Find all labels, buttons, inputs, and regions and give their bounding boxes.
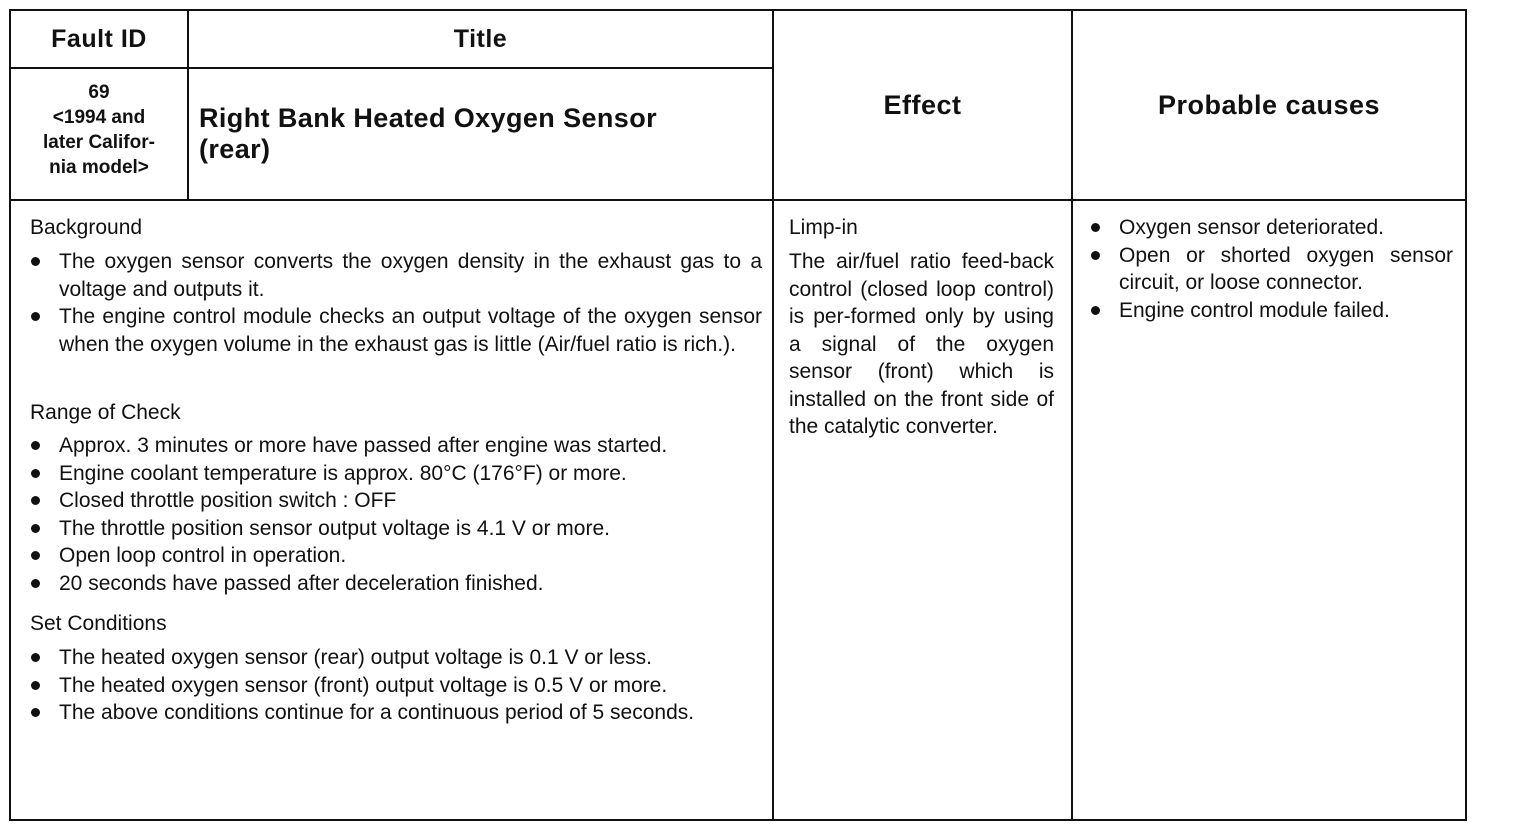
background-heading: Background [30,216,143,239]
effect-description: The air/fuel ratio feed-back control (closed loop control) is per-formed only by using a signal of the oxygen sensor (front) which is installed on the front side of the catalytic converter. [789,250,1054,438]
header-effect: Effect [883,89,962,120]
range-of-check-item: The throttle position sensor output voltage is 4.1 V or more. [28,515,762,543]
range-of-check-item: Engine coolant temperature is approx. 80°C (176°F) or more. [28,460,762,488]
range-of-check-item: Open loop control in operation. [28,542,762,570]
probable-cause-item: Open or shorted oxygen sensor circuit, or loose connector. [1088,242,1453,297]
range-of-check-list [28,432,762,597]
set-conditions-list [28,644,762,727]
header-title: Title [453,24,508,53]
divider-header-body [9,199,1467,201]
effect-heading: Limp-in [789,216,858,239]
set-conditions-item: The heated oxygen sensor (rear) output voltage is 0.1 V or less. [28,644,762,672]
fault-id-qualifier-3: nia model> [49,157,149,178]
header-probable-causes: Probable causes [1157,89,1381,120]
fault-id-qualifier-1: <1994 and [52,107,146,128]
probable-causes-list [1088,214,1453,324]
set-conditions-item: The above conditions continue for a continuous period of 5 seconds. [28,699,762,727]
range-of-check-item: 20 seconds have passed after deceleration finished. [28,570,762,598]
fault-id-number: 69 [88,82,110,103]
header-fault-id: Fault ID [51,24,147,53]
probable-cause-item: Oxygen sensor deteriorated. [1088,214,1453,242]
range-of-check-item: Closed throttle position switch : OFF [28,487,762,515]
fault-title [199,103,769,165]
background-list [28,248,762,358]
divider-header-subrow [9,67,774,69]
fault-title-line-1: Right Bank Heated Oxygen Sensor [199,103,658,133]
range-of-check-item: Approx. 3 minutes or more have passed after engine was started. [28,432,762,460]
set-conditions-item: The heated oxygen sensor (front) output voltage is 0.5 V or more. [28,672,762,700]
background-item: The oxygen sensor converts the oxygen density in the exhaust gas to a voltage and outputs it. [28,248,762,303]
probable-cause-item: Engine control module failed. [1088,297,1453,325]
fault-id-value [11,80,187,180]
range-of-check-heading: Range of Check [30,401,181,424]
set-conditions-heading: Set Conditions [30,612,167,635]
background-item: The engine control module checks an output voltage of the oxygen sensor when the oxygen volume in the exhaust gas is little (Air/fuel ratio is rich.). [28,303,762,358]
fault-title-line-2: (rear) [199,134,271,164]
fault-id-qualifier-2: later Califor- [43,132,155,153]
